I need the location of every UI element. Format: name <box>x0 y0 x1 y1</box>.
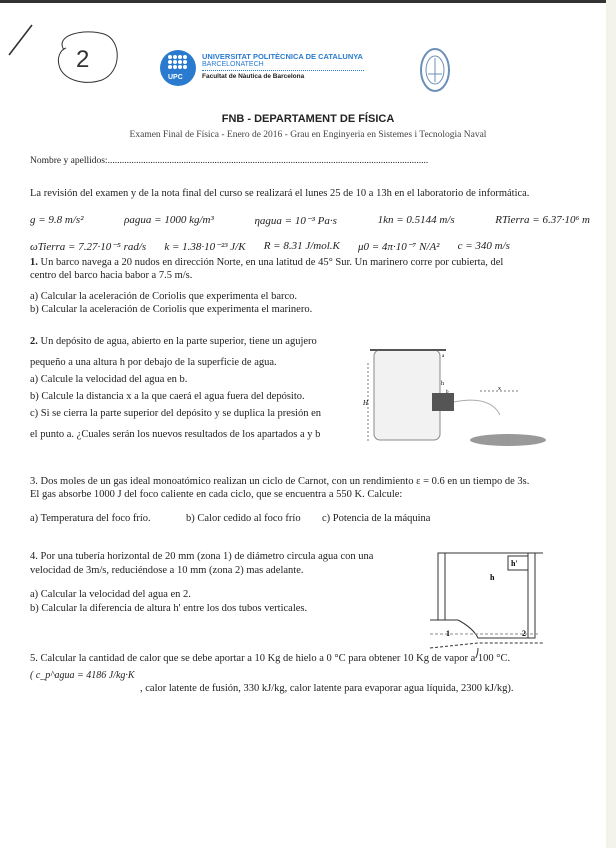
question-text: Un barco navega a 20 nudos en dirección Norte, en una latitud de 45° Sur. Un marinero corre por cubierta, del <box>40 257 504 268</box>
question-1-cont: centro del barco hacia babor a 7.5 m/s. <box>30 270 193 281</box>
question-3: 3. Dos moles de un gas ideal monoatómico realizan un ciclo de Carnot, con un rendimiento ε = 0.6 en un tiempo de 3s. <box>30 476 530 487</box>
university-name: UNIVERSITAT POLITÈCNICA DE CATALUNYA <box>202 52 363 61</box>
svg-text:2: 2 <box>522 629 526 638</box>
question-2b: b) Calcule la distancia x a la que caerá el agua fuera del depósito. <box>30 391 305 402</box>
question-2c-cont: el punto a. ¿Cuales serán los nuevos resultados de los apartados a y b <box>30 429 321 440</box>
constant: c = 340 m/s <box>457 240 510 252</box>
question-3-cont: El gas absorbe 1000 J del foco caliente en cada ciclo, que se encuentra a 550 K. Calcule: <box>30 489 403 500</box>
constant: 1kn = 0.5144 m/s <box>377 214 455 226</box>
faculty-seal <box>418 44 452 96</box>
question-5-cont: , calor latente de fusión, 330 kJ/kg, calor latente para evaporar agua líquida, 2300 kJ/kg). <box>140 683 514 694</box>
upc-logo-text: UPC <box>168 74 183 81</box>
constant: k = 1.38·10⁻²³ J/K <box>164 241 246 253</box>
svg-text:b: b <box>446 390 449 395</box>
constant: RTierra = 6.37·10⁶ m <box>495 214 590 226</box>
constant: R = 8.31 J/mol.K <box>263 240 340 252</box>
svg-text:1: 1 <box>446 629 450 638</box>
question-3a: a) Temperatura del foco frío. <box>30 513 151 524</box>
svg-text:H: H <box>363 399 369 407</box>
upc-logo <box>160 50 196 86</box>
logo-divider <box>202 70 364 71</box>
review-notice: La revisión del examen y de la nota final del curso se realizará el lunes 25 de 10 a 13h en el laboratorio de informática. <box>30 188 530 199</box>
question-4-cont: velocidad de 3m/s, reduciéndose a 10 mm (zona 2) mas adelante. <box>30 565 304 576</box>
question-2-cont: pequeño a una altura h por debajo de la superficie de agua. <box>30 357 277 368</box>
faculty-name: Facultat de Nàutica de Barcelona <box>202 73 305 80</box>
handwritten-grade: 2 <box>76 46 90 73</box>
name-field[interactable]: Nombre y apellidos:....................................................................................................................................... <box>30 156 429 166</box>
question-3c: c) Potencia de la máquina <box>322 513 431 524</box>
department-title: FNB - DEPARTAMENT DE FÍSICA <box>221 113 395 125</box>
tank-figure <box>360 345 550 450</box>
question-5-formula: ( c_p^agua = 4186 J/kg·K <box>30 670 135 681</box>
constant: g = 9.8 m/s² <box>30 214 84 226</box>
question-1 <box>30 257 503 268</box>
exam-subtitle: Examen Final de Física - Enero de 2016 - Grau en Enginyeria en Sistemes i Tecnologia Naval <box>129 130 487 140</box>
constants-row-2 <box>30 240 510 253</box>
pipe-figure <box>428 548 543 658</box>
question-2 <box>30 336 317 347</box>
question-1b: b) Calcular la aceleración de Coriolis que experimenta el marinero. <box>30 304 313 315</box>
svg-text:a: a <box>442 354 445 359</box>
handwritten-marks <box>4 20 124 92</box>
question-number: 2. <box>30 336 38 347</box>
svg-text:h: h <box>490 573 495 582</box>
question-2a: a) Calcule la velocidad del agua en b. <box>30 374 188 385</box>
constant: ρagua = 1000 kg/m³ <box>124 214 214 226</box>
svg-text:x: x <box>498 386 501 392</box>
constants-row-1 <box>30 214 590 227</box>
scan-right-edge <box>606 0 616 848</box>
question-1a: a) Calcular la aceleración de Coriolis que experimenta el barco. <box>30 291 298 302</box>
svg-text:h': h' <box>511 559 518 568</box>
question-2c: c) Si se cierra la parte superior del depósito y se duplica la presión en <box>30 408 321 419</box>
question-4b: b) Calcular la diferencia de altura h' entre los dos tubos verticales. <box>30 603 308 614</box>
question-text: Un depósito de agua, abierto en la parte superior, tiene un agujero <box>40 336 317 347</box>
constant: ηagua = 10⁻³ Pa·s <box>254 215 337 227</box>
question-3b: b) Calor cedido al foco frío <box>186 513 301 524</box>
constant: μ0 = 4π·10⁻⁷ N/A² <box>357 241 440 253</box>
handwritten-slash <box>9 25 32 55</box>
scan-top-edge <box>0 0 616 3</box>
question-4a: a) Calcular la velocidad del agua en 2. <box>30 589 191 600</box>
question-4: 4. Por una tubería horizontal de 20 mm (zona 1) de diámetro circula agua con una <box>30 551 374 562</box>
constant: ωTierra = 7.27·10⁻⁵ rad/s <box>30 241 147 253</box>
label-h: h <box>441 381 444 387</box>
question-5: 5. Calcular la cantidad de calor que se debe aportar a 10 Kg de hielo a 0 °C para obtener 10 Kg de vapor a 100 °C. <box>30 653 511 664</box>
question-number: 1. <box>30 257 38 268</box>
university-subtitle: BARCELONATECH <box>202 61 264 68</box>
